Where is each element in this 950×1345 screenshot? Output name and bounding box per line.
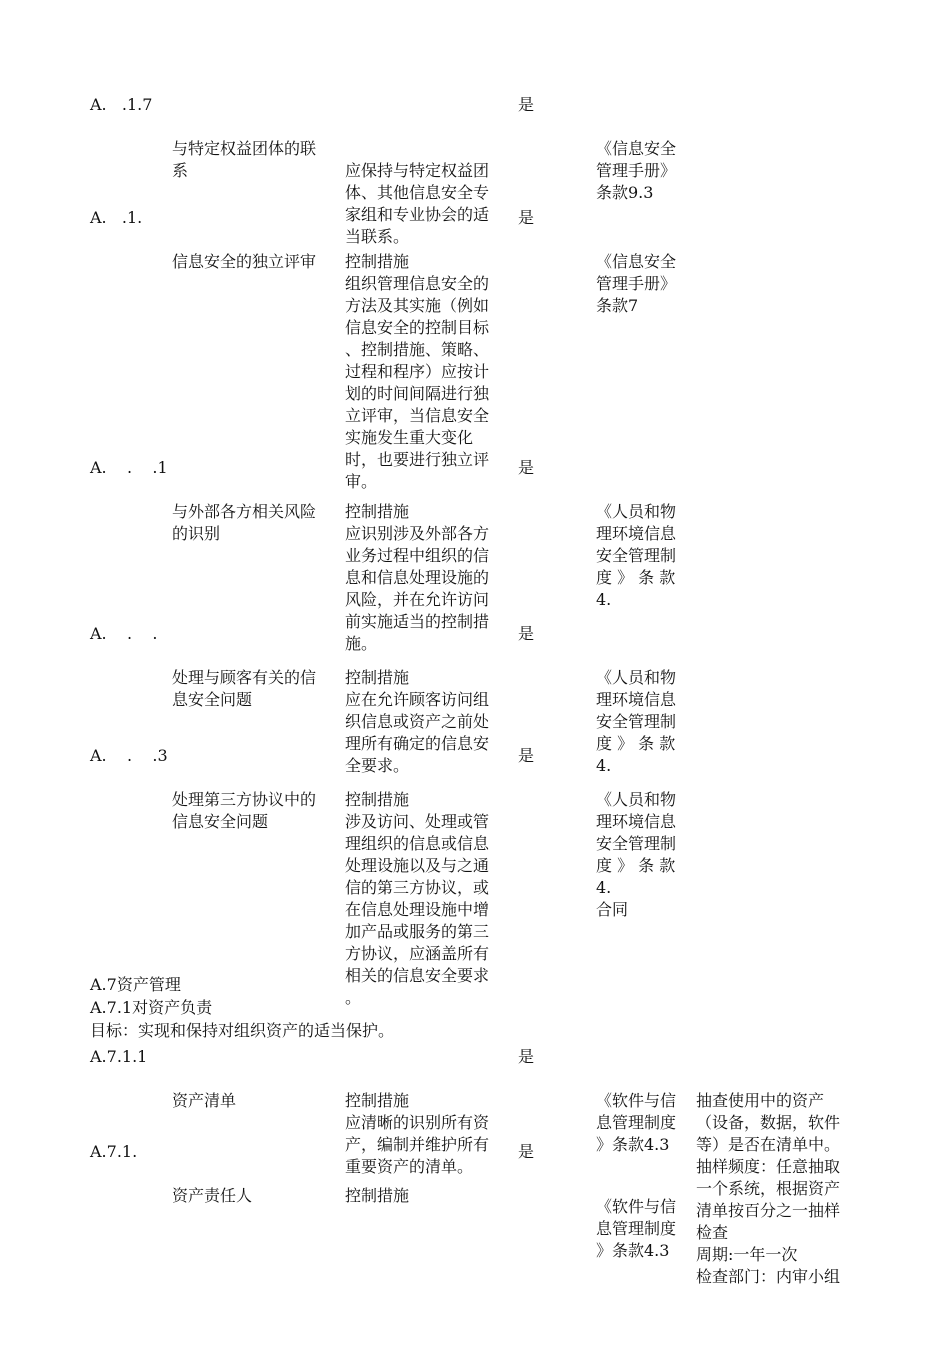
control-text: 控制措施 涉及访问、处理或管 理组织的信息或信息 处理设施以及与之通 信的第三方协议，或 在信息处理设施中增 加产品或服务的第三 方协议，应涵盖所有 相关的信息安全要求 。 [345, 790, 490, 1007]
control-text: 控制措施 应在允许顾客访问组 织信息或资产之前处 理所有确定的信息安 全要求。 [345, 668, 490, 775]
reference-doc: 《人员和物 理环境信息 安全管理制 度 》 条 款 4. 合同 [596, 790, 677, 919]
audit-note: 抽查使用中的资产 （设备，数据，软件 等）是否在清单中。 抽样频度：任意抽取 一个系统，根据资产 清单按百分之一抽样 检查 周期:一年一次 检查部门：内审小组 [696, 1091, 841, 1286]
applicable-flag: 是 [518, 95, 535, 114]
control-text: 控制措施 [345, 1186, 410, 1205]
clause-id: A. . . [90, 624, 158, 643]
clause-id: A.7.1.1 [90, 1047, 148, 1066]
applicable-flag: 是 [518, 208, 535, 227]
clause-name: 处理与顾客有关的信 息安全问题 [172, 668, 317, 709]
control-text: 控制措施 应识别涉及外部各方 业务过程中组织的信 息和信息处理设施的 风险，并在允许访问 前实施适当的控制措 施。 [345, 502, 490, 653]
control-text: 应保持与特定权益团 体、其他信息安全专 家组和专业协会的适 当联系。 [345, 161, 490, 246]
reference-doc: 《人员和物 理环境信息 安全管理制 度 》 条 款 4. [596, 668, 677, 775]
applicable-flag: 是 [518, 746, 535, 765]
objective-text: 目标：实现和保持对组织资产的适当保护。 [90, 1021, 395, 1040]
applicable-flag: 是 [518, 458, 535, 477]
reference-doc: 《人员和物 理环境信息 安全管理制 度 》 条 款 4. [596, 502, 677, 609]
reference-doc: 《软件与信 息管理制度 》条款4.3 [596, 1091, 677, 1154]
reference-doc: 《软件与信 息管理制度 》条款4.3 [596, 1197, 677, 1260]
clause-id: A. . .3 [90, 746, 168, 765]
clause-name: 与特定权益团体的联 系 [172, 139, 317, 180]
reference-doc: 《信息安全 管理手册》 条款9.3 [596, 139, 677, 202]
clause-id: A.7.1. [90, 1142, 138, 1161]
applicable-flag: 是 [518, 624, 535, 643]
applicable-flag: 是 [518, 1047, 535, 1066]
clause-name: 资产责任人 [172, 1186, 253, 1205]
clause-name: 与外部各方相关风险 的识别 [172, 502, 317, 543]
control-text: 控制措施 组织管理信息安全的 方法及其实施（例如 信息安全的控制目标 、控制措施、策略、 过程和程序）应按计 划的时间间隔进行独 立评审，当信息安全 实施发生重大变化 时，也要进行独立评 审。 [345, 252, 490, 491]
clause-name: 资产清单 [172, 1091, 237, 1110]
control-text: 控制措施 应清晰的识别所有资 产，编制并维护所有 重要资产的清单。 [345, 1091, 490, 1176]
applicable-flag: 是 [518, 1142, 535, 1161]
clause-id: A. .1.7 [90, 95, 153, 114]
clause-name: 信息安全的独立评审 [172, 252, 317, 271]
clause-id: A. . .1 [90, 458, 168, 477]
clause-name: 处理第三方协议中的 信息安全问题 [172, 790, 317, 831]
subsection-heading: A.7.1对资产负责 [90, 998, 213, 1017]
reference-doc: 《信息安全 管理手册》 条款7 [596, 252, 677, 315]
clause-id: A. .1. [90, 208, 143, 227]
section-heading: A.7资产管理 [90, 975, 181, 994]
